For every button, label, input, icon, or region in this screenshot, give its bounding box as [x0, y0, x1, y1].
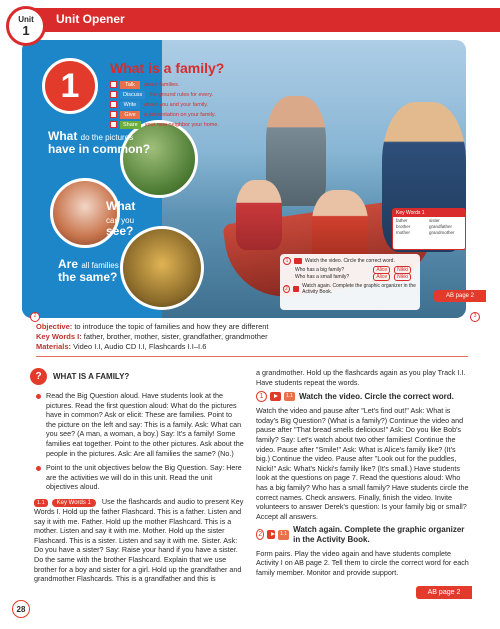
objective-text: about you and your family.	[144, 101, 209, 108]
section-divider	[36, 356, 468, 357]
key-word: mother	[396, 230, 411, 235]
activity-1-body: Watch the video and pause after "Let's find out!" Ask: What is today's Big Question? (What is a family?) Continue the video and pause after "That bread smells delicious!" Ask: Do you like Bob's family? Say: Let's watch about two other families! Continue the video. Pause after "Smile!" Ask: What is Alice's family like? (It's big.) Continue the video. Pause after "Look out for the puddles, Nicki!" Ask: What's Nicki's family like? (It's small.) Have students look at the questions on page 7. Read the questions aloud: Who has a big family? Who has a small family? Have students circle the correct names. Check answers. Finally, finish the video. Invite volunteers to answer Derek's question: Is your family big or small? Accept all answers.	[256, 406, 469, 521]
q2-small: can you	[106, 215, 135, 225]
ab-page-tab: AB page 2	[434, 290, 486, 302]
objective-verb: Write	[120, 101, 140, 109]
key-word: brother	[396, 224, 411, 229]
video-track-tag: 1.1	[284, 392, 295, 402]
q3-big: Are	[58, 257, 79, 271]
step-1-icon: 1	[283, 257, 291, 265]
video-icon	[294, 258, 302, 264]
key-word: grandmother	[429, 230, 455, 235]
activity-1-heading	[256, 391, 470, 402]
activity-1-row	[283, 257, 417, 265]
page-dot-left: 2	[30, 312, 40, 322]
activity-2-text: Watch again. Complete the graphic organizer in the Activity Book.	[302, 283, 416, 295]
big-question-number: 1	[42, 58, 98, 114]
unit-badge	[6, 6, 46, 46]
audio-track-tag: 1.1	[34, 499, 48, 507]
objective-verb: Give	[120, 111, 140, 119]
unit-objectives-list	[110, 80, 219, 130]
keywords-label: Key Words I:	[36, 332, 82, 341]
activity-title: Watch the video. Circle the correct word.	[298, 391, 454, 401]
key-words-instructions: Use the flashcards and audio to present Key Words I. Hold up the father Flashcard. This is a father. Listen and say it with me. Father. Hold up the mother Flashcard. This is a mother. Listen and say it with me. Mother. Hold up the sister Flashcard. This is a sister. Listen and say it with me. Sister. Ask: Do you have a sister? Say: Raise your hand if you have a sister. Do the same with the brother Flashcard. Explain that we use brother for a boy and sister for a girl. Hold up the grandfather and grandmother Flashcards. This is a grandfather and this is	[34, 496, 244, 584]
step-2-icon: 2	[284, 286, 288, 292]
q1-big2: have in common?	[48, 141, 151, 156]
keywords-line	[36, 332, 476, 342]
objective-verb: Talk	[120, 81, 140, 89]
photo-girl	[236, 180, 282, 250]
activity-number: 1	[256, 391, 267, 402]
checkbox-icon	[110, 121, 117, 128]
keywords-text: father, brother, mother, sister, grandfather, grandmother	[81, 332, 268, 341]
objective-item	[110, 110, 219, 119]
key-word: father	[396, 218, 408, 223]
materials-label: Materials:	[36, 342, 72, 351]
q2-big: What	[106, 199, 136, 213]
checkbox-icon	[110, 111, 117, 118]
key-word: grandfather	[429, 224, 453, 229]
page-dot-right: 3	[470, 312, 480, 322]
q2-big2: see?	[106, 224, 134, 239]
big-question-heading	[34, 368, 244, 385]
question-mark-icon: ?	[30, 368, 47, 385]
bullet-paragraph: Point to the unit objectives below the Big Question. Say: Here are the activities we will do in this unit. Read the unit objectives aloud.	[34, 463, 244, 492]
answer-option: Nikki	[394, 273, 411, 281]
objective-section	[36, 322, 476, 352]
continued-paragraph: a grandmother. Hold up the flashcards again as you play Track I.I. Have students repeat the words.	[256, 368, 466, 387]
activity-1-question-b	[283, 274, 417, 281]
key-words-grid	[393, 217, 465, 237]
objective-item	[110, 120, 219, 129]
materials-text: Video I.I, Audio CD I.I, Flashcards I.I–I.6	[71, 342, 207, 351]
key-word: sister	[429, 218, 440, 223]
objective-item	[110, 80, 219, 89]
q1-big: What	[48, 129, 78, 143]
objective-text: the ground rules for every.	[149, 91, 214, 98]
ab-page-footer-tab: AB page 2	[416, 586, 472, 599]
key-words-tag: Key Words 1	[52, 499, 96, 507]
objective-text: your new neighbor your home.	[144, 121, 219, 128]
activity-number: 2	[256, 529, 264, 540]
answer-option: Alice	[373, 266, 390, 274]
checkbox-icon	[110, 81, 117, 88]
bullet-paragraph: Read the Big Question aloud. Have students look at the pictures. Read the first question aloud: What do the pictures have in common? Ask or elicit: These are families. Point to the picture on the left and say: This is a family. Ask: What can you see? (A man, a woman, a boy.) Say: It's a family! Some families eat together. Point to the other pictures. Ask about the people in the pictures. Ask: Are all families the same? (No.)	[34, 391, 244, 458]
video-play-icon	[267, 530, 275, 539]
q3-big2: the same?	[58, 269, 118, 284]
activity-1-text: Watch the video. Circle the correct word.	[305, 258, 395, 264]
checkbox-icon	[110, 101, 117, 108]
key-words-title: Key Words 1	[393, 209, 465, 217]
objective-item	[110, 90, 219, 99]
materials-line	[36, 342, 476, 352]
video-play-icon	[270, 392, 281, 401]
objective-item	[110, 100, 219, 109]
page-title: Unit Opener	[56, 12, 125, 26]
q3-small: all families	[81, 261, 119, 270]
page-number: 28	[12, 600, 30, 618]
activity-title: Watch again. Complete the graphic organizer in the Activity Book.	[293, 525, 465, 544]
objective-text: about families.	[144, 81, 180, 88]
activity-box	[280, 254, 420, 310]
objective-label: Objective:	[36, 322, 73, 331]
video-icon	[293, 286, 299, 292]
checkbox-icon	[110, 91, 117, 98]
student-book-panel	[22, 40, 477, 319]
activity-2-heading	[256, 525, 470, 544]
question-same	[58, 258, 119, 283]
answer-option: Alice	[373, 273, 390, 281]
question-b-text: Who has a small family?	[295, 274, 350, 280]
question-see	[106, 200, 135, 238]
objective-verb: Share	[120, 121, 141, 129]
question-common	[48, 130, 150, 155]
question-a-text: Who has a big family?	[295, 267, 345, 273]
objective-text: to introduce the topic of families and how they are different	[72, 322, 269, 331]
right-column	[256, 368, 470, 581]
unit-number: 1	[22, 23, 30, 38]
activity-2-body: Form pairs. Play the video again and have students complete Activity I on AB page 2. Tell them to circle the correct word for each family member. Monitor and provide support.	[256, 548, 469, 577]
key-words-box	[392, 208, 466, 250]
objective-line	[36, 322, 476, 332]
section-title: WHAT IS A FAMILY?	[53, 371, 130, 381]
objective-verb: Discuss	[120, 91, 145, 99]
key-words-paragraph	[34, 497, 244, 584]
q1-small: do the pictures	[80, 133, 134, 142]
circle-photo-family-outdoors	[120, 226, 204, 310]
unit-word: Unit	[18, 15, 34, 24]
objective-text: a presentation on your family.	[144, 111, 216, 118]
activity-2-row	[283, 283, 417, 295]
video-track-tag: 1.1	[278, 530, 289, 540]
big-question-title: What is a family?	[110, 60, 225, 76]
left-column	[34, 368, 244, 588]
answer-option: Nikki	[394, 266, 411, 274]
